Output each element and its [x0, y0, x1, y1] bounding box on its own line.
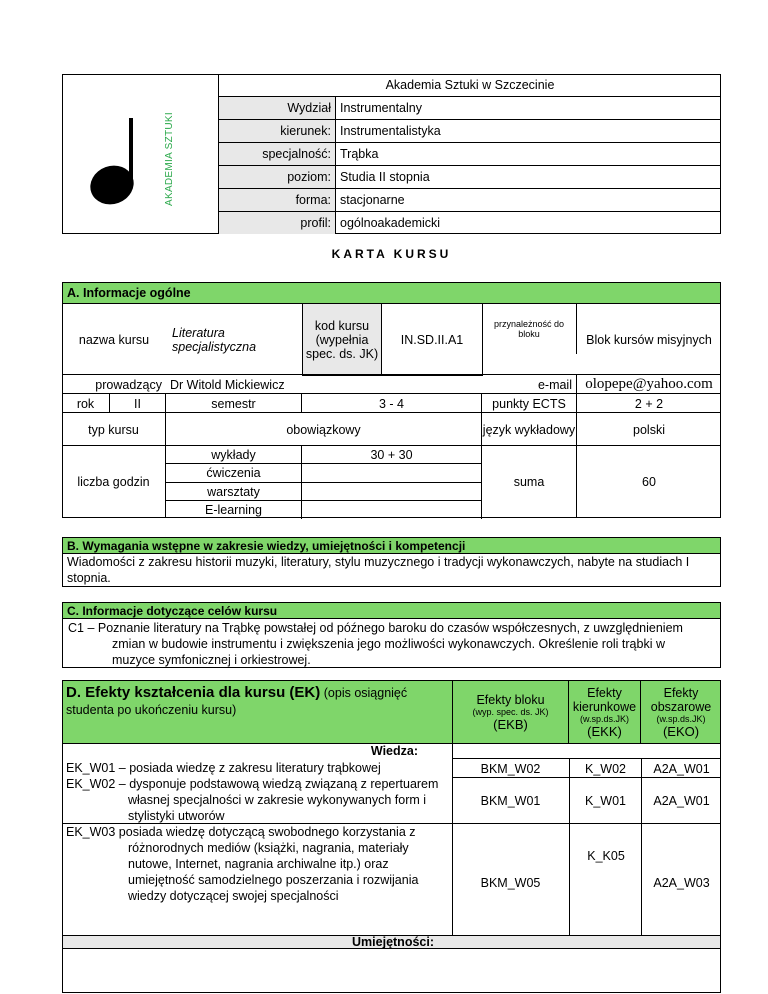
ek-row-1	[62, 760, 452, 776]
section-d-subtitle: studenta po ukończeniu kursu)	[66, 703, 237, 717]
col-eko-code: (EKO)	[662, 723, 700, 739]
academy-logo-icon	[62, 74, 219, 234]
col-ekk	[569, 680, 641, 744]
hours-value-3	[302, 500, 482, 519]
ek-row-3-ekb: BKM_W05	[452, 823, 569, 936]
teacher-label: prowadzący	[62, 374, 166, 394]
ek-row-2-ekb: BKM_W01	[452, 777, 569, 824]
col-ekb	[452, 680, 569, 744]
hours-value-0: 30 + 30	[302, 445, 482, 464]
ek-row-3-eko: A2A_W03	[641, 823, 721, 936]
col-eko-top: Efekty obszarowe	[650, 685, 712, 714]
header-value-5: ogólnoakademicki	[336, 211, 721, 234]
ek-row-2-eko: A2A_W01	[641, 777, 721, 824]
col-ekk-note: (w.sp.ds.JK)	[579, 713, 629, 724]
section-b-title: B. Wymagania wstępne w zakresie wiedzy, umiejętności i kompetencji	[62, 537, 721, 554]
course-name-label: nazwa kursu	[78, 333, 150, 347]
logo-cell	[62, 74, 219, 234]
section-c-title: C. Informacje dotyczące celów kursu	[62, 602, 721, 619]
type-label: typ kursu	[62, 412, 166, 446]
ek-row-2-text: EK_W02 – dysponuje podstawową wiedzą związaną z repertuarem własnej specjalności w zakresie wykonywanych form i stylistyki utworów	[66, 777, 439, 823]
header-value-4: stacjonarne	[336, 188, 721, 211]
hours-type-1: ćwiczenia	[166, 463, 302, 482]
sum-label: suma	[482, 445, 577, 518]
ek-row-1-ekb: BKM_W02	[452, 758, 569, 778]
col-ekk-top: Efekty kierunkowe	[572, 685, 637, 714]
language-label: język wykładowy	[482, 412, 577, 446]
header-value-2: Trąbka	[336, 142, 721, 165]
logo-text: AKADEMIA SZTUKI	[164, 112, 175, 206]
hours-label: liczba godzin	[62, 445, 166, 518]
header-value-3: Studia II stopnia	[336, 165, 721, 188]
section-d-title: D. Efekty kształcenia dla kursu (EK)	[66, 684, 321, 701]
ek-row-1-eko: A2A_W01	[641, 758, 721, 778]
email: olopepe@yahoo.com	[577, 374, 721, 394]
ek-row-3-text: EK_W03 posiada wiedzę dotyczącą swobodnego korzystania z różnorodnych mediów (książki, nagrania, materiały nutowe, Internet, nagrania archiwalne itp.) oraz umiejętność samodzielnego poszerzania i rozwijania wiedzy dotyczącej swojej specjalności	[66, 825, 419, 903]
ects: 2 + 2	[577, 393, 721, 413]
academy-name: Akademia Sztuki w Szczecinie	[385, 78, 555, 92]
section-c-text: C1 – Poznanie literatury na Trąbkę powstałej od późnego baroku do czasów współczesnych, z uwzględnieniem zmian w budowie instrumentu i zwiększenia jego możliwości wykonawczych. Określenie roli trąbki w muzyce symfonicznej i orkiestrowej.	[68, 621, 683, 667]
header-label-3: poziom:	[219, 165, 336, 188]
header-value-1: Instrumentalistyka	[336, 119, 721, 142]
course-name: Literatura specjalistyczna	[172, 326, 257, 354]
section-b-text: Wiadomości z zakresu historii muzyki, literatury, stylu muzycznego i tradycji wykonawczych, nabyte na studiach I stopnia.	[62, 553, 721, 587]
section-a-title: A. Informacje ogólne	[62, 282, 721, 304]
ek-row-3-ekk-cell	[569, 823, 641, 936]
hours-type-0: wykłady	[166, 445, 302, 464]
col-ekb-code: (EKB)	[493, 716, 528, 732]
teacher: Dr Witold Mickiewicz	[166, 374, 482, 394]
block-value: Blok kursów misyjnych	[586, 333, 712, 347]
language: polski	[577, 412, 721, 446]
col-eko	[641, 680, 721, 744]
semester: 3 - 4	[302, 393, 482, 413]
type: obowiązkowy	[166, 412, 482, 446]
ek-row-1-text: EK_W01 – posiada wiedzę z zakresu literatury trąbkowej	[66, 761, 381, 775]
header-label-2: specjalność:	[219, 142, 336, 165]
header-label-0: Wydział	[219, 96, 336, 119]
section-d-title-wrap	[66, 684, 446, 717]
year-label: rok	[62, 393, 110, 413]
ek-row-3	[62, 824, 448, 904]
email-label: e-mail	[482, 374, 577, 394]
semester-label: semestr	[166, 393, 302, 413]
hours-value-2	[302, 482, 482, 501]
hours-type-3: E-learning	[166, 500, 302, 519]
course-code: IN.SD.II.A1	[381, 303, 483, 376]
hours-type-2: warsztaty	[166, 482, 302, 501]
section-d-title-note: (opis osiągnięć	[323, 686, 408, 700]
block-label: przynależność do bloku	[482, 304, 577, 354]
knowledge-label: Wiedza:	[370, 744, 418, 758]
header-label-1: kierunek:	[219, 119, 336, 142]
hours-value-1	[302, 463, 482, 482]
skills-label: Umiejętności:	[352, 935, 434, 949]
sum: 60	[577, 445, 721, 518]
ek-row-2	[62, 776, 448, 824]
ek-row-2-ekk: K_W01	[569, 777, 641, 824]
col-eko-note: (w.sp.ds.JK)	[656, 713, 706, 724]
ek-row-3-ekk: K_K05	[587, 849, 625, 863]
ek-row-1-ekk: K_W02	[569, 758, 641, 778]
ects-label: punkty ECTS	[482, 393, 577, 413]
col-ekb-top: Efekty bloku	[476, 692, 545, 707]
page-title: KARTA KURSU	[331, 247, 452, 261]
header-value-0: Instrumentalny	[336, 96, 721, 119]
col-ekk-code: (EKK)	[587, 723, 622, 739]
course-code-label: kod kursu (wypełnia spec. ds. JK)	[302, 303, 382, 376]
header-label-5: profil:	[219, 211, 336, 234]
header-label-4: forma:	[219, 188, 336, 211]
year: II	[110, 393, 166, 413]
col-ekb-note: (wyp. spec. ds. JK)	[472, 706, 549, 717]
